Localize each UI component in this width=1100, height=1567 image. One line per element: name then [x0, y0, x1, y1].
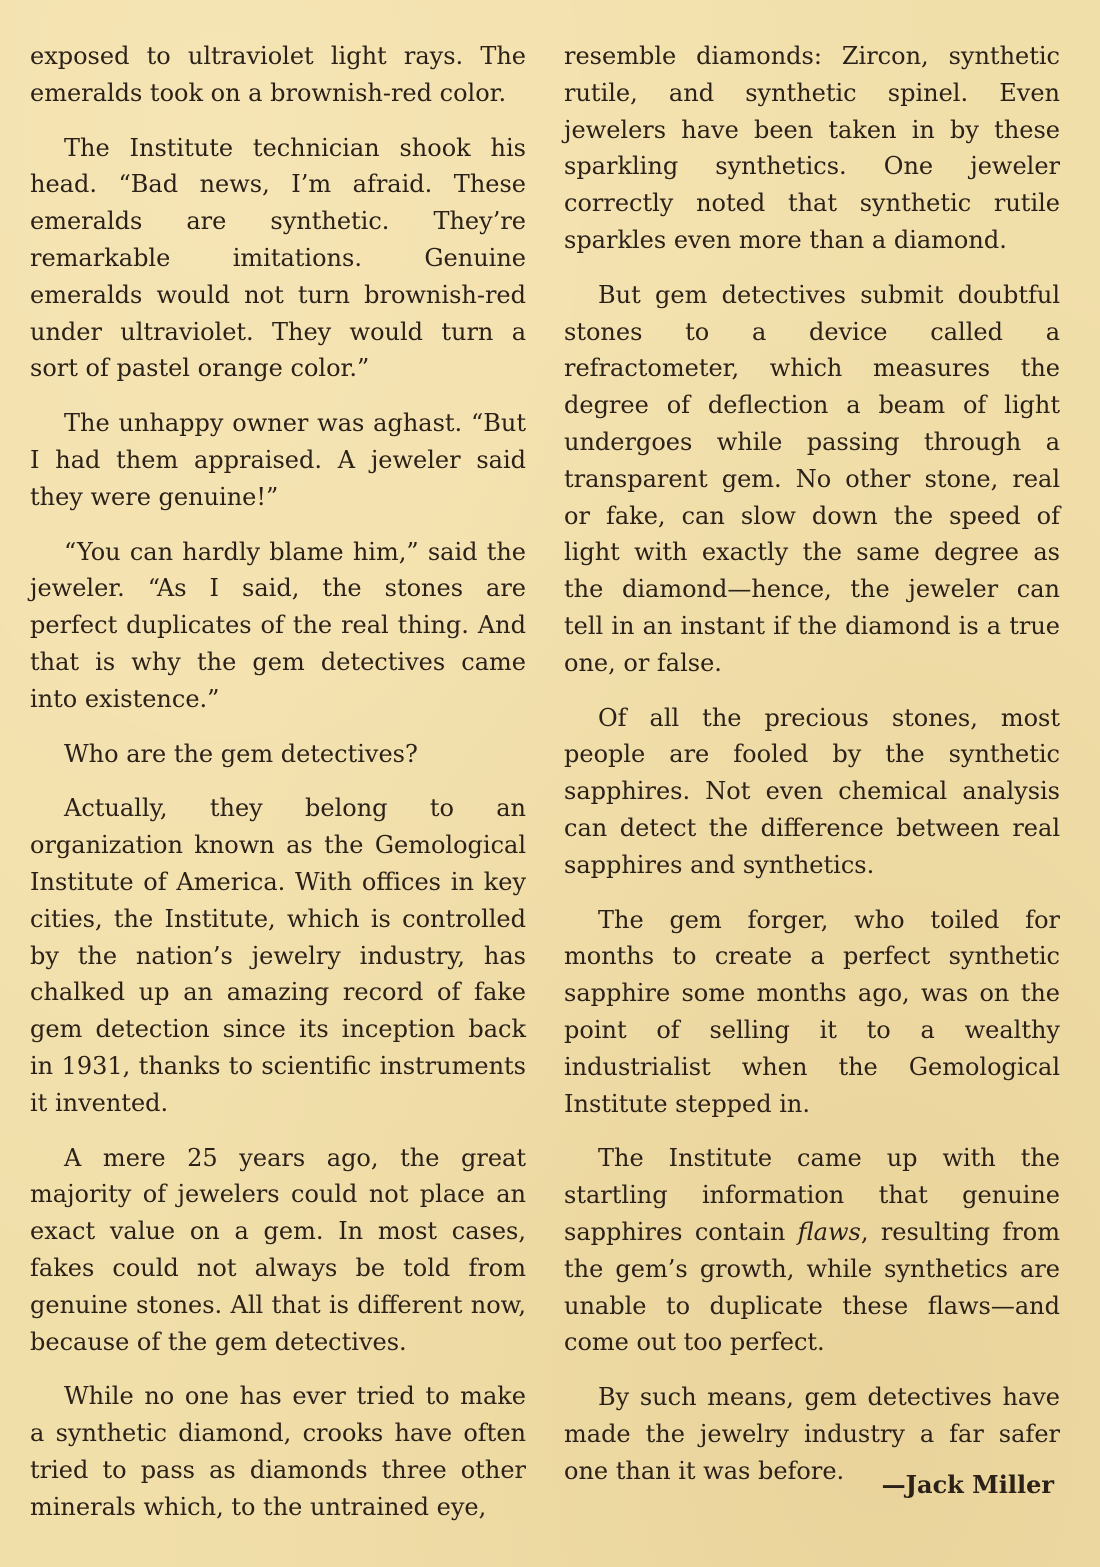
- paragraph: “You can hardly blame him,” said the jeweler. “As I said, the stones are perfect duplicates of the real thing. And that is why the gem detectives came into existence.”: [30, 537, 526, 713]
- italic-word: flaws: [797, 1217, 861, 1246]
- paragraph: The Institute technician shook his head. “Bad news, I’m afraid. These emeralds are synthetic. They’re remarkable imitations. Genuine emeralds would not turn brownish-red under ultraviolet. They would turn a sort of pastel orange color.”: [30, 133, 526, 383]
- paragraph: A mere 25 years ago, the great majority of jewelers could not place an exact value on a gem. In most cases, fakes could not always be told from genuine stones. All that is different now, because of the gem detectives.: [30, 1143, 526, 1356]
- paragraph-text: The Institute came up with the startling information that genuine sapphires contain: [564, 1144, 1060, 1246]
- paragraph: The gem forger, who toiled for months to create a perfect synthetic sapphire some months ago, was on the point of selling it to a wealthy industrialist when the Gemological Institute stepped in.: [564, 905, 1060, 1118]
- paragraph: While no one has ever tried to make a synthetic diamond, crooks have often tried to pass as diamonds three other minerals which, to the untrained eye,: [30, 1382, 526, 1521]
- left-column: [30, 38, 526, 1525]
- paragraph: exposed to ultraviolet light rays. The emeralds took on a brownish-red color.: [30, 42, 526, 107]
- paragraph: Actually, they belong to an organization known as the Gemological Institute of America. With offices in key cities, the Institute, which is controlled by the nation’s jewelry industry, has chalked up an amazing record of fake gem detection since its inception back in 1931, thanks to scientific instruments it invented.: [30, 794, 526, 1117]
- paragraph: By such means, gem detectives have made the jewelry industry a far safer one than it was before.: [564, 1383, 1060, 1485]
- right-column: [564, 38, 1060, 1489]
- paragraph: Of all the precious stones, most people are fooled by the synthetic sapphires. Not even chemical analysis can detect the difference between real sapphires and synthetics.: [564, 703, 1060, 879]
- paragraph: [564, 1140, 1060, 1361]
- paragraph: resemble diamonds: Zircon, synthetic rutile, and synthetic spinel. Even jewelers have been taken in by these sparkling synthetics. One jeweler correctly noted that synthetic rutile sparkles even more than a diamond.: [564, 42, 1060, 254]
- paragraph: But gem detectives submit doubtful stones to a device called a refractometer, which measures the degree of deflection a beam of light undergoes while passing through a transparent gem. No other stone, real or fake, can slow down the speed of light with exactly the same degree as the diamond—hence, the jeweler can tell in an instant if the diamond is a true one, or false.: [564, 280, 1060, 677]
- paragraph-text: , resulting from the gem’s growth, while synthetics are unable to duplicate these flaws—and come out too perfect.: [564, 1217, 1061, 1357]
- author-signature: —Jack Miller: [881, 1470, 1054, 1499]
- paragraph: Who are the gem detectives?: [64, 739, 418, 768]
- paragraph: The unhappy owner was aghast. “But I had them appraised. A jeweler said they were genuine!”: [30, 409, 526, 511]
